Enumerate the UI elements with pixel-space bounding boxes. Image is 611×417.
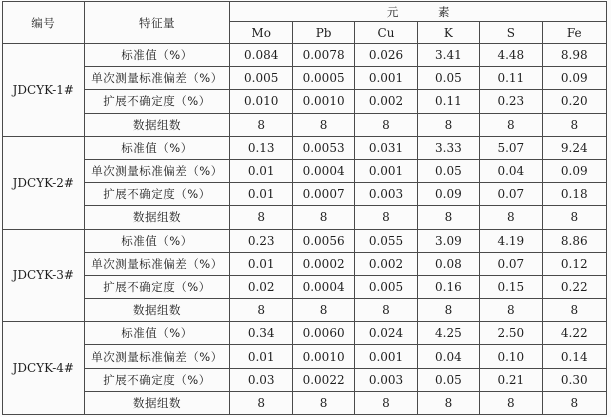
- table-row: [3, 67, 607, 90]
- cell-value: 0.003: [355, 183, 417, 206]
- cell-value: 3.41: [417, 44, 479, 67]
- cell-value: 8: [417, 391, 479, 414]
- header-element-pb: Pb: [292, 22, 354, 44]
- header-id: 编号: [3, 2, 85, 44]
- cell-value: 8: [355, 391, 417, 414]
- cell-value: 0.0004: [292, 159, 354, 182]
- cell-value: 8: [542, 113, 606, 136]
- cell-value: 8: [292, 206, 354, 229]
- cell-value: 8.86: [542, 229, 606, 252]
- cell-value: 0.0004: [292, 275, 354, 298]
- cell-value: 0.003: [355, 368, 417, 391]
- cell-value: 0.002: [355, 252, 417, 275]
- cell-value: 8: [292, 391, 354, 414]
- cell-value: 8: [355, 206, 417, 229]
- cell-value: 0.10: [480, 345, 542, 368]
- cell-value: 0.09: [542, 67, 606, 90]
- cell-value: 0.04: [480, 159, 542, 182]
- cell-value: 0.14: [542, 345, 606, 368]
- row-label: 单次测量标准偏差（%）: [84, 159, 230, 182]
- header-element-mo: Mo: [230, 22, 292, 44]
- row-label: 扩展不确定度（%）: [84, 90, 230, 113]
- row-label: 数据组数: [84, 299, 230, 322]
- cell-value: 8: [542, 391, 606, 414]
- cell-value: 9.24: [542, 136, 606, 159]
- table-row: [3, 159, 607, 182]
- table-row: [3, 322, 607, 345]
- table-row: [3, 275, 607, 298]
- cell-value: 4.25: [417, 322, 479, 345]
- cell-value: 0.0056: [292, 229, 354, 252]
- row-label: 数据组数: [84, 391, 230, 414]
- row-label: 扩展不确定度（%）: [84, 183, 230, 206]
- table-row: [3, 136, 607, 159]
- cell-value: 8: [230, 113, 292, 136]
- cell-value: 4.19: [480, 229, 542, 252]
- row-label: 标准值（%）: [84, 229, 230, 252]
- table-row: [3, 368, 607, 391]
- cell-value: 5.07: [480, 136, 542, 159]
- cell-value: 0.055: [355, 229, 417, 252]
- cell-value: 0.005: [230, 67, 292, 90]
- cell-value: 8: [417, 206, 479, 229]
- table-row: [3, 345, 607, 368]
- cell-value: 0.01: [230, 183, 292, 206]
- cell-value: 0.07: [480, 183, 542, 206]
- table-row: [3, 113, 607, 136]
- cell-value: 0.23: [480, 90, 542, 113]
- cell-value: 8: [480, 391, 542, 414]
- cell-value: 8: [480, 113, 542, 136]
- cell-value: 0.01: [230, 345, 292, 368]
- row-label: 数据组数: [84, 113, 230, 136]
- cell-value: 0.08: [417, 252, 479, 275]
- row-label: 扩展不确定度（%）: [84, 368, 230, 391]
- cell-value: 0.0022: [292, 368, 354, 391]
- cell-value: 0.0060: [292, 322, 354, 345]
- cell-value: 0.22: [542, 275, 606, 298]
- cell-value: 4.48: [480, 44, 542, 67]
- cell-value: 0.21: [480, 368, 542, 391]
- header-element-fe: Fe: [542, 22, 606, 44]
- cell-value: 8: [230, 391, 292, 414]
- header-feature: 特征量: [84, 2, 230, 44]
- cell-value: 8.98: [542, 44, 606, 67]
- cell-value: 8: [230, 299, 292, 322]
- cell-value: 0.0078: [292, 44, 354, 67]
- cell-value: 0.15: [480, 275, 542, 298]
- cell-value: 0.0010: [292, 345, 354, 368]
- cell-value: 0.026: [355, 44, 417, 67]
- sample-id: JDCYK-4#: [3, 322, 85, 415]
- cell-value: 0.0053: [292, 136, 354, 159]
- table-row: [3, 229, 607, 252]
- cell-value: 0.03: [230, 368, 292, 391]
- cell-value: 0.05: [417, 67, 479, 90]
- cell-value: 8: [480, 206, 542, 229]
- cell-value: 4.22: [542, 322, 606, 345]
- cell-value: 0.01: [230, 159, 292, 182]
- certified-values-table: [2, 1, 607, 415]
- cell-value: 0.04: [417, 345, 479, 368]
- cell-value: 0.05: [417, 159, 479, 182]
- cell-value: 8: [480, 299, 542, 322]
- cell-value: 8: [355, 299, 417, 322]
- cell-value: 0.34: [230, 322, 292, 345]
- table-row: [3, 299, 607, 322]
- cell-value: 0.001: [355, 345, 417, 368]
- cell-value: 0.0010: [292, 90, 354, 113]
- table-row: [3, 183, 607, 206]
- cell-value: 0.01: [230, 252, 292, 275]
- sample-id: JDCYK-2#: [3, 136, 85, 229]
- cell-value: 0.02: [230, 275, 292, 298]
- table-row: [3, 90, 607, 113]
- table-body: [3, 44, 607, 415]
- sample-id: JDCYK-3#: [3, 229, 85, 322]
- cell-value: 0.09: [417, 183, 479, 206]
- table-row: [3, 206, 607, 229]
- cell-value: 0.30: [542, 368, 606, 391]
- header-elements-group: 元 素: [230, 2, 607, 22]
- cell-value: 0.13: [230, 136, 292, 159]
- row-label: 标准值（%）: [84, 136, 230, 159]
- row-label: 数据组数: [84, 206, 230, 229]
- cell-value: 0.09: [542, 159, 606, 182]
- cell-value: 2.50: [480, 322, 542, 345]
- cell-value: 0.18: [542, 183, 606, 206]
- cell-value: 0.05: [417, 368, 479, 391]
- cell-value: 0.23: [230, 229, 292, 252]
- cell-value: 8: [417, 299, 479, 322]
- cell-value: 8: [542, 206, 606, 229]
- cell-value: 0.084: [230, 44, 292, 67]
- cell-value: 0.11: [417, 90, 479, 113]
- cell-value: 8: [355, 113, 417, 136]
- header-element-cu: Cu: [355, 22, 417, 44]
- table-row: [3, 252, 607, 275]
- row-label: 单次测量标准偏差（%）: [84, 67, 230, 90]
- cell-value: 3.09: [417, 229, 479, 252]
- cell-value: 0.20: [542, 90, 606, 113]
- cell-value: 8: [542, 299, 606, 322]
- cell-value: 0.0005: [292, 67, 354, 90]
- row-label: 单次测量标准偏差（%）: [84, 252, 230, 275]
- cell-value: 8: [417, 113, 479, 136]
- cell-value: 0.031: [355, 136, 417, 159]
- row-label: 单次测量标准偏差（%）: [84, 345, 230, 368]
- row-label: 标准值（%）: [84, 44, 230, 67]
- header-element-k: K: [417, 22, 479, 44]
- cell-value: 0.07: [480, 252, 542, 275]
- cell-value: 0.005: [355, 275, 417, 298]
- cell-value: 0.0002: [292, 252, 354, 275]
- cell-value: 0.010: [230, 90, 292, 113]
- table-row: [3, 44, 607, 67]
- sample-id: JDCYK-1#: [3, 44, 85, 137]
- row-label: 标准值（%）: [84, 322, 230, 345]
- cell-value: 3.33: [417, 136, 479, 159]
- cell-value: 8: [292, 113, 354, 136]
- cell-value: 0.002: [355, 90, 417, 113]
- cell-value: 8: [292, 299, 354, 322]
- cell-value: 0.16: [417, 275, 479, 298]
- row-label: 扩展不确定度（%）: [84, 275, 230, 298]
- cell-value: 0.001: [355, 159, 417, 182]
- cell-value: 0.001: [355, 67, 417, 90]
- cell-value: 0.0007: [292, 183, 354, 206]
- header-element-s: S: [480, 22, 542, 44]
- table-row: [3, 391, 607, 414]
- cell-value: 8: [230, 206, 292, 229]
- cell-value: 0.024: [355, 322, 417, 345]
- cell-value: 0.12: [542, 252, 606, 275]
- cell-value: 0.11: [480, 67, 542, 90]
